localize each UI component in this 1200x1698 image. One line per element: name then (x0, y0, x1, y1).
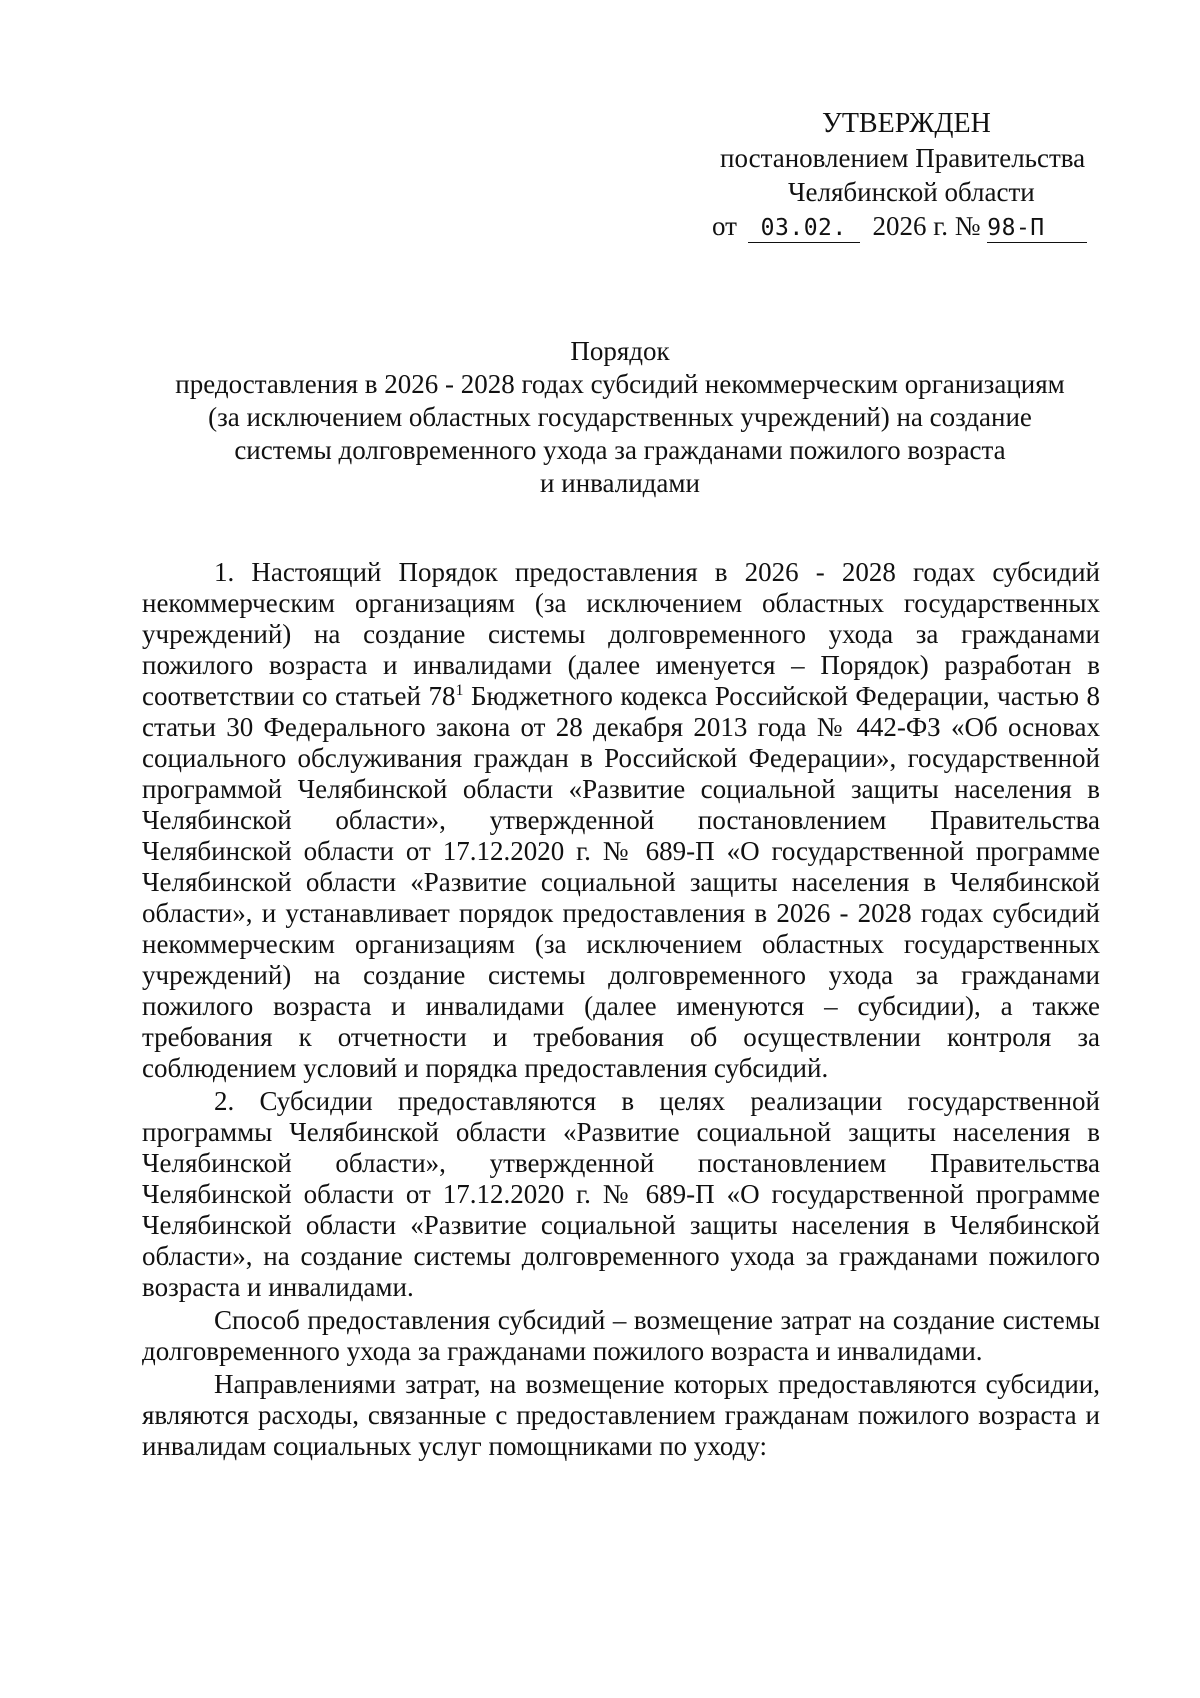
approval-line-resolution: постановлением Правительства (720, 143, 1086, 173)
approval-date-prefix: от (712, 211, 737, 241)
document-title-line: предоставления в 2026 - 2028 годах субсидий некоммерческим организациям (175, 369, 1065, 399)
approval-stamp-block (690, 107, 1110, 243)
paragraph-1-text-b: Бюджетного кодекса Российской Федерации, частью 8 статьи 30 Федерального закона от 28 декабря 2013 года № 442-ФЗ «Об основах социального обслуживания граждан в Российской Федерации», государственной программой Челябинской области «Развитие социальной защиты населения в Челябинской области», утвержденной постановлением Правительства Челябинской области от 17.12.2020 г. № 689-П «О государственной программе Челябинской области «Развитие социальной защиты населения в Челябинской области», и устанавливает порядок предоставления в 2026 - 2028 годах субсидий некоммерческим организациям (за исключением областных государственных учреждений) на создание системы долговременного ухода за гражданами пожилого возраста и инвалидами (далее именуются – субсидии), а также требования к отчетности и требования об осуществлении контроля за соблюдением условий и порядка предоставления субсидий. (142, 681, 1100, 1083)
approval-date-value: 03.02. (748, 214, 860, 243)
approval-number-value: 98-П (987, 214, 1087, 243)
document-title-block (140, 335, 1100, 500)
approval-date-line (690, 209, 1110, 243)
document-body (142, 557, 1100, 1462)
article-superscript: 1 (455, 682, 464, 699)
document-title-line: системы долговременного ухода за гражданами пожилого возраста (234, 435, 1006, 465)
document-title-line: и инвалидами (540, 468, 700, 498)
approval-heading: УТВЕРЖДЕН (822, 108, 991, 139)
paragraph-1-text-a: 1. Настоящий Порядок предоставления в 2026 - 2028 годах субсидий некоммерческим организациям (за исключением областных государственных учреждений) на создание системы долговременного ухода за гражданами пожилого возраста и инвалидами (далее именуется – Порядок) разработан в соответствии со статьей 78 (142, 557, 1100, 711)
document-title-line: (за исключением областных государственных учреждений) на создание (208, 402, 1032, 432)
approval-year-text: 2026 г. № (872, 211, 981, 241)
approval-line-region: Челябинской области (788, 177, 1035, 207)
paragraph-2: 2. Субсидии предоставляются в целях реализации государственной программы Челябинской области «Развитие социальной защиты населения в Челябинской области», утвержденной постановлением Правительства Челябинской области от 17.12.2020 г. № 689-П «О государственной программе Челябинской области «Развитие социальной защиты населения в Челябинской области», на создание системы долговременного ухода за гражданами пожилого возраста и инвалидами. (142, 1086, 1100, 1302)
document-title-heading: Порядок (570, 336, 670, 366)
paragraph-1 (142, 557, 1100, 1084)
paragraph-4: Направлениями затрат, на возмещение которых предоставляются субсидии, являются расходы, связанные с предоставлением гражданам пожилого возраста и инвалидам социальных услуг помощниками по уходу: (142, 1369, 1100, 1461)
paragraph-3: Способ предоставления субсидий – возмещение затрат на создание системы долговременного ухода за гражданами пожилого возраста и инвалидами. (142, 1305, 1100, 1366)
